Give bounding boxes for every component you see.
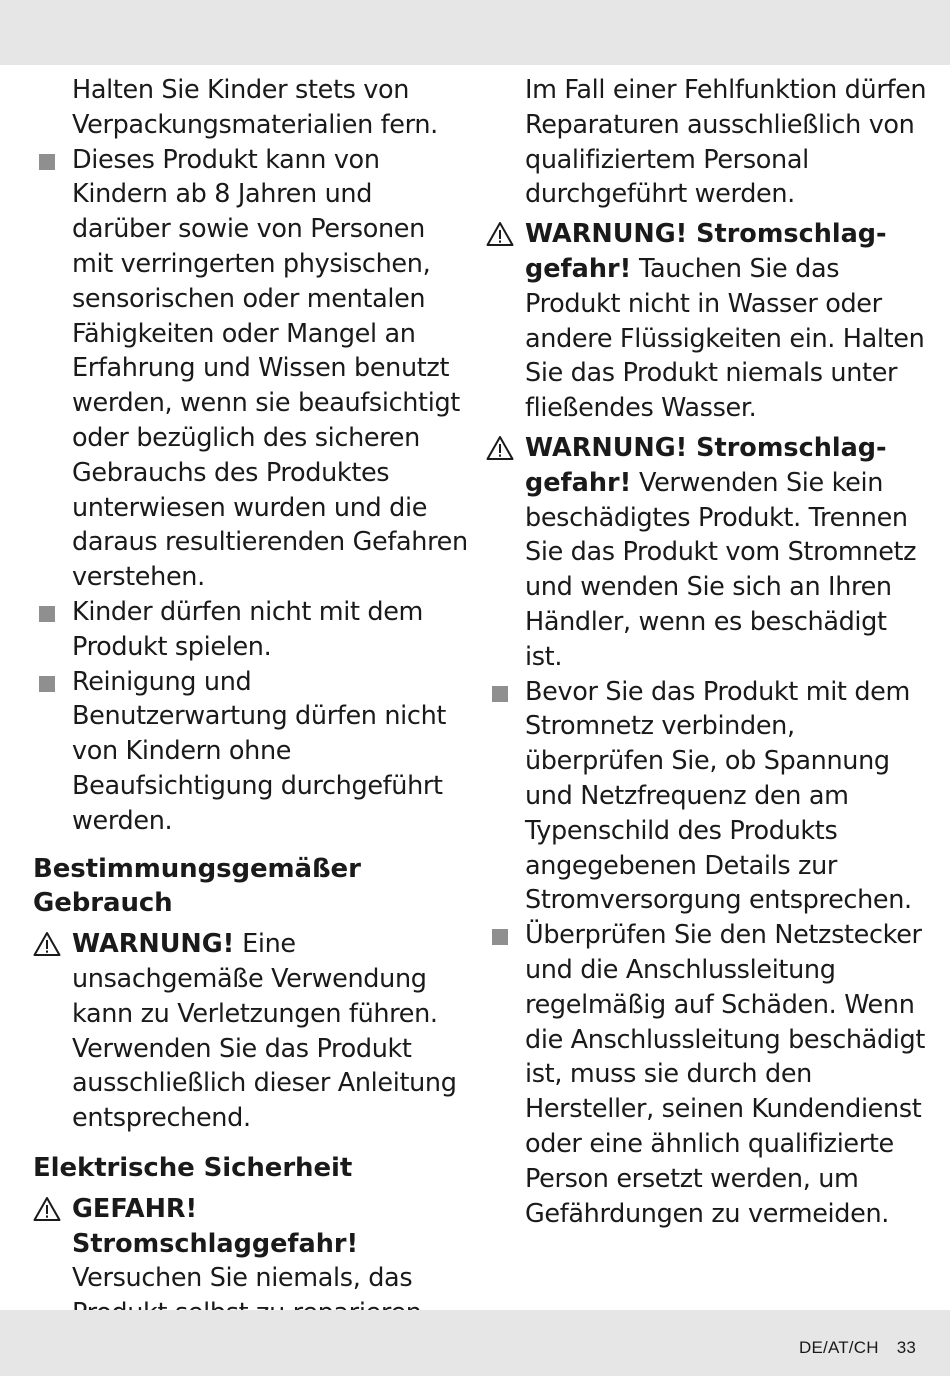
square-bullet-icon [39,154,55,170]
warning-label: WARNUNG! [72,929,235,960]
list-item-text: Reinigung und Benutzerwartung dürfen nicht von Kindern ohne Beaufsichtigung durchgeführt werden. [72,666,447,836]
warning-label: gefahr! [525,467,632,498]
list-item [33,595,473,665]
heading-line: Elektrische Sicherheit [33,1152,353,1183]
warning-label: gefahr! [525,253,632,284]
continuation-text [486,73,930,212]
warning-block [486,217,930,426]
paragraph-text: Im Fall einer Fehlfunktion dürfen Reparaturen ausschließlich von qualifiziertem Personal durchgeführt werden. [525,75,927,210]
danger-label: GEFAHR! [72,1193,198,1224]
warning-block [486,431,930,675]
square-bullet-icon [39,606,55,622]
warning-text: Eine unsachgemäße Verwendung kann zu Verletzungen führen. Verwenden Sie das Produkt ausschließlich dieser Anleitung entsprechend. [72,929,457,1134]
continuation-text [33,73,473,143]
list-item-text: Überprüfen Sie den Netzstecker und die Anschlussleitung regelmäßig auf Schäden. Wenn die Anschlussleitung beschädigt ist, muss sie durch den Hersteller, seinen Kundendienst oder eine ähnlich qualifizierte Person ersetzt werden, um Gefährdungen zu vermeiden. [525,920,926,1229]
left-column [33,73,473,1331]
list-item [486,675,930,919]
region-label: DE/AT/CH [799,1338,879,1357]
footer-band [0,1310,950,1376]
list-item [33,665,473,839]
warning-triangle-icon [33,931,61,957]
list-item-text: Bevor Sie das Produkt mit dem Stromnetz verbinden, überprüfen Sie, ob Spannung und Netzfrequenz den am Typenschild des Produkts angegebenen Details zur Stromversorgung entsprechen. [525,676,912,916]
list-item-text: Dieses Produkt kann von Kindern ab 8 Jahren und darüber sowie von Personen mit verringerten physischen, sensorischen oder mentalen Fähigkeiten oder Mangel an Erfahrung und Wissen benutzt werden, wenn sie beaufsichtigt oder bezüglich des sicheren Gebrauchs des Produktes unterwiesen wurden und die daraus resultierenden Gefahren verstehen. [72,144,468,593]
warning-triangle-icon [486,435,514,461]
warning-label: WARNUNG! Stromschlag- [525,219,887,250]
warning-block [33,927,473,1136]
section-heading-electrical-safety [33,1151,473,1186]
square-bullet-icon [492,929,508,945]
page-footer [799,1338,916,1358]
heading-line: Bestimmungsgemäßer [33,853,361,884]
header-band [0,0,950,65]
warning-triangle-icon [486,221,514,247]
warning-label: WARNUNG! Stromschlag- [525,432,887,463]
square-bullet-icon [39,676,55,692]
list-item [33,143,473,595]
square-bullet-icon [492,686,508,702]
warning-triangle-icon [33,1196,61,1222]
section-heading-intended-use [33,852,473,922]
paragraph-text: Halten Sie Kinder stets von Verpackungsmaterialien fern. [72,75,438,140]
right-column [486,73,930,1231]
danger-label: Stromschlaggefahr! [72,1228,359,1259]
list-item [486,918,930,1231]
warning-text: Verwenden Sie kein beschädigtes Produkt. Trennen Sie das Produkt vom Stromnetz und wenden Sie sich an Ihren Händler, wenn es beschädigt ist. [525,467,917,672]
danger-text: Versuchen Sie niemals, das [72,1263,413,1294]
warning-text: Tauchen Sie das Produkt nicht in Wasser oder andere Flüssigkeiten ein. Halten Sie das Produkt niemals unter fließendes Wasser. [525,253,925,424]
page-number: 33 [896,1338,916,1357]
list-item-text: Kinder dürfen nicht mit dem Produkt spielen. [72,596,424,662]
heading-line: Gebrauch [33,888,173,919]
